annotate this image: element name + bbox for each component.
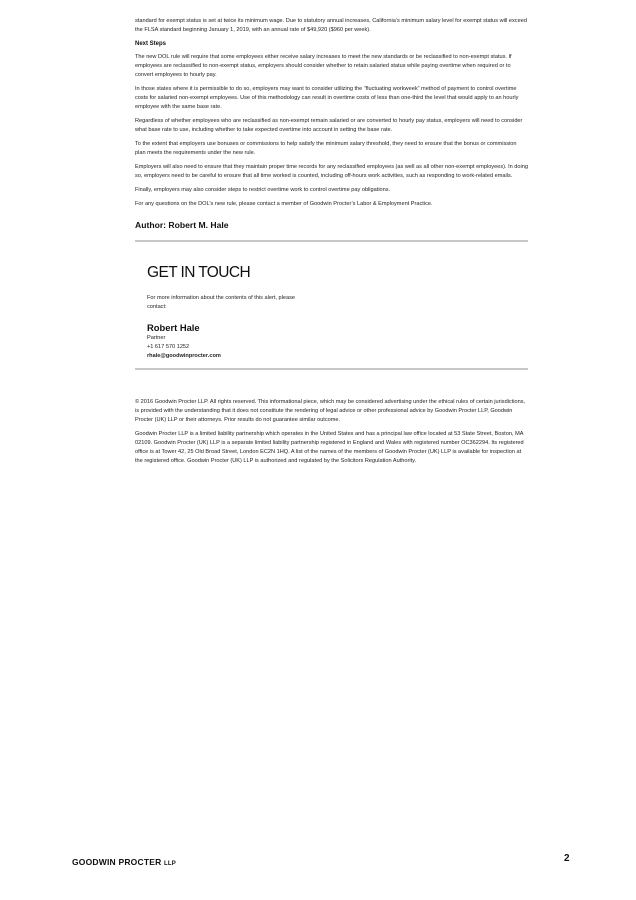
contact-email-link[interactable]: rhale@goodwinprocter.com	[147, 353, 221, 359]
legal-paragraph: © 2016 Goodwin Procter LLP. All rights reserved. This informational piece, which may be considered advertising under the ethical rules of certain jurisdictions, is provided with the understanding that it does not constitute the rendering of legal advice or other professional advice by Goodwin Procter LLP, Goodwin Procter (UK) LLP or their attorneys. Prior results do not guarantee similar outcome.	[135, 399, 526, 423]
contact-name: Robert Hale	[147, 322, 200, 333]
paragraph: Finally, employers may also consider steps to restrict overtime work to control overtime pay obligations.	[135, 187, 391, 193]
divider	[135, 368, 528, 370]
paragraph: Employers will also need to ensure that they maintain proper time records for any reclassified employees (as well as all other non-exempt employees). In doing so, employers need to be careful to ensure that all time worked is counted, including off-hours work activities, such as responding to work-related emails.	[135, 164, 528, 179]
legal-paragraph: Goodwin Procter LLP is a limited liability partnership which operates in the United States and has a principal law office located at 53 State Street, Boston, MA 02109. Goodwin Procter (UK) LLP is a separate limited liability partnership registered in England and Wales with registered number OC362294. Its registered office is at Tower 42, 25 Old Broad Street, London EC2N 1HQ. A list of the names of the members of Goodwin Procter (UK) LLP is available for inspection at the registered office. Goodwin Procter (UK) LLP is authorized and regulated by the Solicitors Regulation Authority.	[135, 431, 524, 464]
paragraph: In those states where it is permissible to do so, employers may want to consider utilizing the “fluctuating workweek” method of payment to control overtime costs for salaried non-exempt employees. Use of this methodology can result in overtime costs of less than one-third the level that would apply to an hourly employee with the same base rate.	[135, 86, 519, 110]
legal-notice	[135, 398, 528, 466]
next-steps-heading: Next Steps	[135, 41, 167, 47]
contact-role: Partner	[147, 335, 166, 341]
document-body	[135, 17, 528, 471]
goodwin-procter-logo	[72, 857, 176, 867]
get-in-touch-intro: For more information about the contents of this alert, please contact:	[147, 295, 296, 310]
get-in-touch-box	[135, 242, 528, 368]
paragraph-intro: standard for exempt status is set at twice its minimum wage. Due to statutory annual increases, California’s minimum salary level for exempt status will exceed the FLSA standard beginning January 1, 2019, with an annual rate of $49,920 ($960 per week).	[135, 18, 527, 33]
logo-text: GOODWIN PROCTER	[72, 857, 162, 867]
get-in-touch-title: GET IN TOUCH	[147, 264, 251, 281]
contact-phone[interactable]: +1 617 570 1252	[147, 344, 190, 350]
paragraph: For any questions on the DOL’s new rule, please contact a member of Goodwin Procter’s Labor & Employment Practice.	[135, 201, 433, 207]
author-line: Author: Robert M. Hale	[135, 220, 229, 230]
paragraph: Regardless of whether employees who are reclassified as non-exempt remain salaried or are converted to hourly pay status, employers will need to consider what base rate to use, including whether to take expected overtime into account in setting the base rate.	[135, 118, 523, 133]
paragraph: The new DOL rule will require that some employees either receive salary increases to meet the new standards or be reclassified to non-exempt status. If employees are reclassified to non-exempt status, employers should consider whether to retain salaried status while paying overtime when required or to convert employees to hourly pay.	[135, 54, 512, 78]
paragraph: To the extent that employers use bonuses or commissions to help satisfy the minimum salary threshold, they need to ensure that the bonus or commission plan meets the requirements under the new rule.	[135, 141, 517, 156]
logo-suffix: LLP	[163, 861, 176, 867]
page-number: 2	[564, 853, 570, 864]
